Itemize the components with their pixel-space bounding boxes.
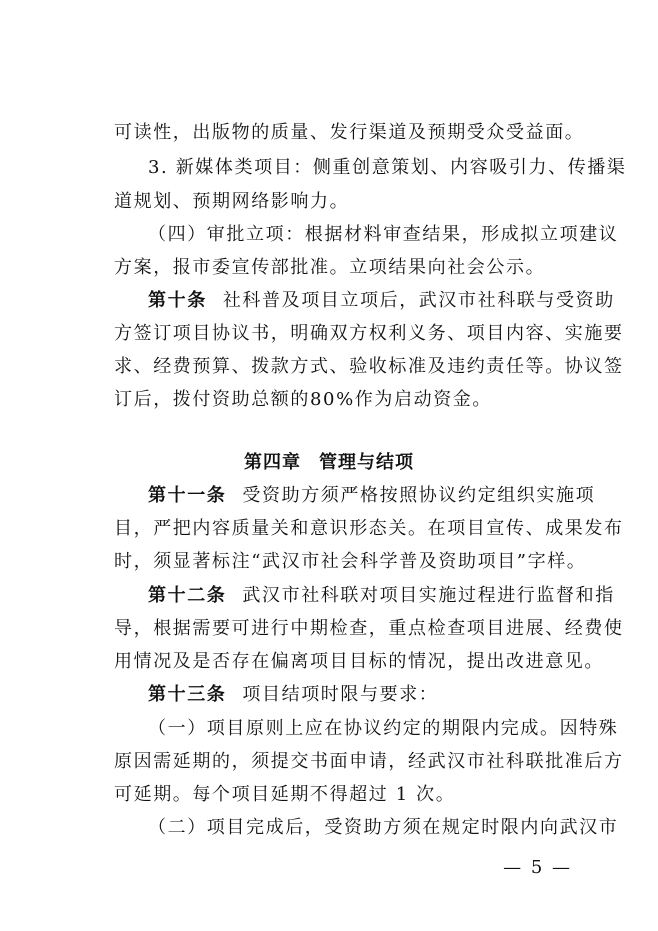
text-line: 目，严把内容质量关和意识形态关。在项目宣传、成果发布 (114, 518, 624, 539)
text-line: （二）项目完成后，受资助方须在规定时限内向武汉市 (148, 817, 619, 838)
chapter-title: 管理与结项 (319, 452, 414, 473)
article-label: 第十条 (148, 290, 207, 311)
article-label: 第十三条 (148, 684, 227, 705)
text-line: （四）审批立项：根据材料审查结果，形成拟立项建议 (148, 224, 619, 245)
article-13-first-line (148, 683, 554, 707)
page-number: — 5 — (503, 857, 572, 878)
text-line: 方案，报市委宣传部批准。立项结果向社会公示。 (114, 257, 546, 278)
article-11-first-line (148, 484, 596, 508)
article-text: 项目结项时限与要求： (242, 684, 439, 705)
text-line: 订后，拨付资助总额的80%作为启动资金。 (114, 389, 493, 410)
text-line: 原因需延期的，须提交书面申请，经武汉市社科联批准后方 (114, 751, 624, 772)
article-text: 受资助方须严格按照协议约定组织实施项 (242, 485, 596, 506)
chapter-heading (0, 451, 658, 475)
article-10-first-line (148, 289, 615, 313)
article-text: 武汉市社科联对项目实施过程进行监督和指 (242, 585, 615, 606)
article-label: 第十二条 (148, 585, 227, 606)
article-text: 社科普及项目立项后，武汉市社科联与受资助 (222, 290, 615, 311)
chapter-number: 第四章 (244, 452, 301, 473)
text-line: （一）项目原则上应在协议约定的期限内完成。因特殊 (148, 718, 619, 739)
text-line: 方签订项目协议书，明确双方权利义务、项目内容、实施要 (114, 323, 624, 344)
text-line: 可读性，出版物的质量、发行渠道及预期受众受益面。 (114, 122, 585, 143)
text-line: 导，根据需要可进行中期检查，重点检查项目进展、经费使 (114, 618, 624, 639)
article-label: 第十一条 (148, 485, 227, 506)
article-12-first-line (148, 584, 615, 608)
text-line: 用情况及是否存在偏离项目目标的情况，提出改进意见。 (114, 651, 604, 672)
text-line: 道规划、预期网络影响力。 (114, 191, 350, 212)
text-line: 求、经费预算、拨款方式、验收标准及违约责任等。协议签 (114, 356, 624, 377)
text-line: 3. 新媒体类项目：侧重创意策划、内容吸引力、传播渠 (148, 157, 627, 178)
text-line: 可延期。每个项目延期不得超过 1 次。 (114, 784, 456, 805)
text-line: 时，须显著标注“武汉市社会科学普及资助项目”字样。 (114, 551, 587, 572)
